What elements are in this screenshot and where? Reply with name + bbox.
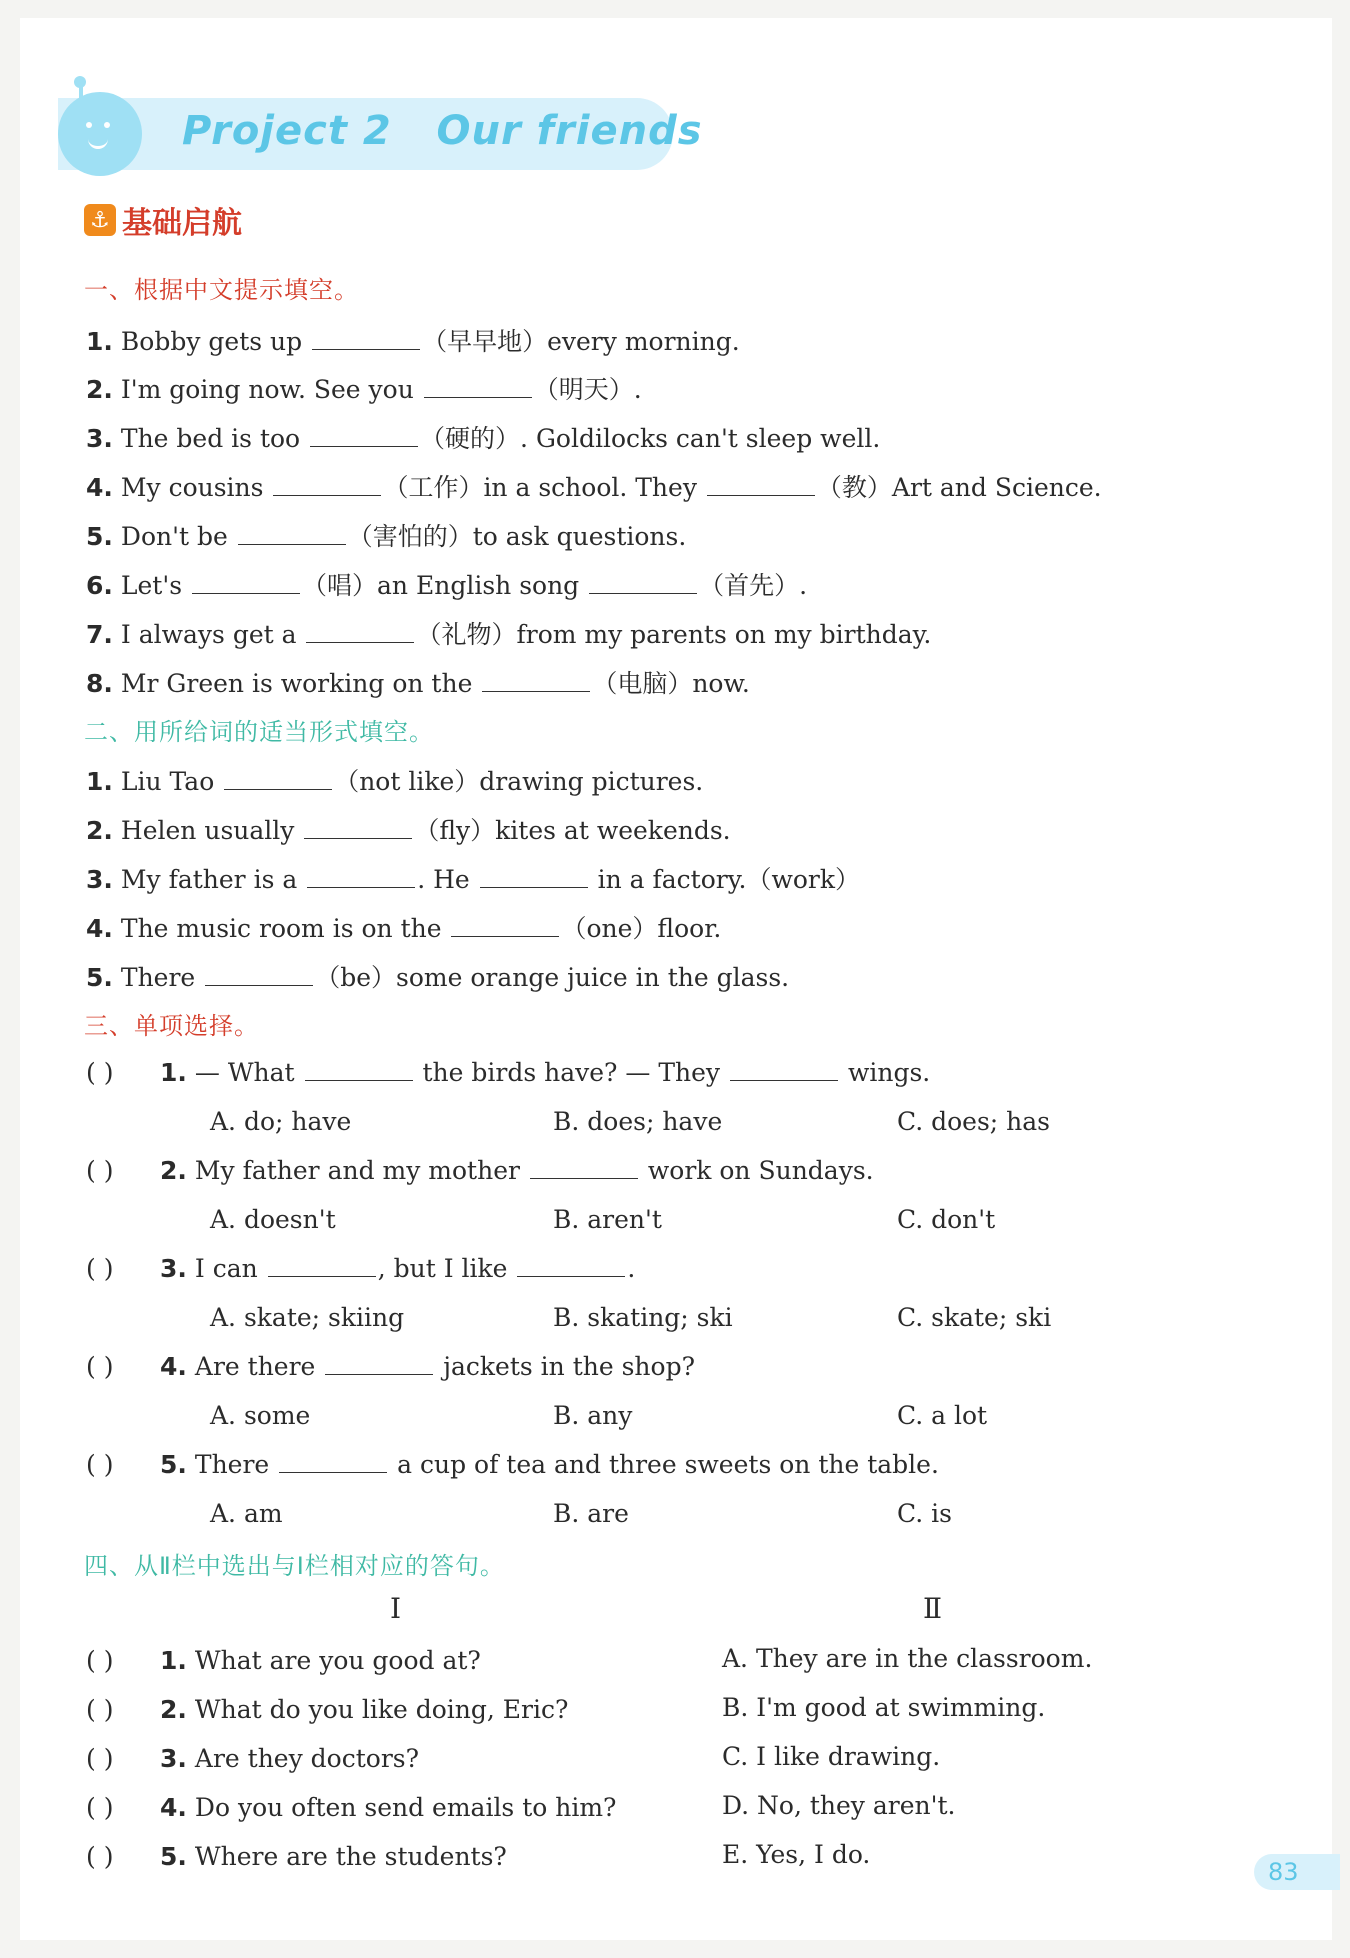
mascot-eye	[86, 122, 92, 128]
s1-item: 2. I'm going now. See you （明天）.	[86, 375, 642, 404]
option-a[interactable]: A. am	[210, 1499, 283, 1528]
section-2-heading: 二、用所给词的适当形式填空。	[84, 718, 434, 746]
option-b[interactable]: B. any	[553, 1401, 633, 1430]
answer-blank[interactable]	[451, 914, 559, 937]
answer-blank[interactable]	[325, 1352, 433, 1375]
answer-paren[interactable]: ( )	[86, 1695, 114, 1724]
s1-item: 8. Mr Green is working on the （电脑）now.	[86, 669, 750, 698]
section-4-heading: 四、从Ⅱ栏中选出与Ⅰ栏相对应的答句。	[84, 1552, 505, 1580]
answer-blank[interactable]	[273, 473, 381, 496]
answer-blank[interactable]	[306, 620, 414, 643]
option-c[interactable]: C. does; has	[897, 1107, 1051, 1136]
column-2-heading: Ⅱ	[923, 1592, 943, 1625]
option-a[interactable]: A. doesn't	[210, 1205, 336, 1234]
option-a[interactable]: A. some	[210, 1401, 311, 1430]
answer-paren[interactable]: ( )	[86, 1646, 114, 1675]
s4-answer: C. I like drawing.	[722, 1742, 941, 1771]
option-c[interactable]: C. is	[897, 1499, 952, 1528]
answer-blank[interactable]	[304, 816, 412, 839]
answer-blank[interactable]	[279, 1450, 387, 1473]
answer-paren[interactable]: ( )	[86, 1254, 114, 1283]
s3-question: 4. Are there jackets in the shop?	[160, 1352, 695, 1381]
answer-blank[interactable]	[238, 522, 346, 545]
option-b[interactable]: B. aren't	[553, 1205, 662, 1234]
answer-blank[interactable]	[480, 865, 588, 888]
mascot-eye	[104, 122, 110, 128]
option-b[interactable]: B. skating; ski	[553, 1303, 733, 1332]
s3-question: 1. — What the birds have? — They wings.	[160, 1058, 931, 1087]
s1-item: 1. Bobby gets up （早早地）every morning.	[86, 327, 740, 356]
s2-item: 5. There （be）some orange juice in the glass.	[86, 963, 790, 992]
s3-question: 2. My father and my mother work on Sundays.	[160, 1156, 874, 1185]
answer-blank[interactable]	[530, 1156, 638, 1179]
answer-blank[interactable]	[730, 1058, 838, 1081]
answer-paren[interactable]: ( )	[86, 1744, 114, 1773]
mascot-icon	[58, 92, 142, 176]
option-c[interactable]: C. don't	[897, 1205, 996, 1234]
section-1-heading: 一、根据中文提示填空。	[84, 276, 359, 304]
s1-item: 3. The bed is too （硬的）. Goldilocks can't sleep well.	[86, 424, 881, 453]
column-1-heading: Ⅰ	[390, 1592, 402, 1625]
answer-paren[interactable]: ( )	[86, 1793, 114, 1822]
answer-blank[interactable]	[589, 571, 697, 594]
answer-blank[interactable]	[205, 963, 313, 986]
answer-blank[interactable]	[482, 669, 590, 692]
s1-item: 6. Let's （唱）an English song （首先）.	[86, 571, 808, 600]
option-c[interactable]: C. skate; ski	[897, 1303, 1052, 1332]
answer-blank[interactable]	[424, 375, 532, 398]
page-title: Project 2 Our friends	[182, 108, 703, 154]
option-a[interactable]: A. do; have	[210, 1107, 352, 1136]
s4-question: 1. What are you good at?	[160, 1646, 481, 1675]
s3-question: 5. There a cup of tea and three sweets on the table.	[160, 1450, 939, 1479]
answer-blank[interactable]	[307, 865, 415, 888]
s2-item: 3. My father is a . He in a factory.（work）	[86, 865, 861, 894]
answer-blank[interactable]	[312, 327, 420, 350]
s4-answer: A. They are in the classroom.	[722, 1644, 1093, 1673]
s4-question: 2. What do you like doing, Eric?	[160, 1695, 569, 1724]
answer-blank[interactable]	[707, 473, 815, 496]
answer-paren[interactable]: ( )	[86, 1842, 114, 1871]
answer-paren[interactable]: ( )	[86, 1058, 114, 1087]
answer-blank[interactable]	[192, 571, 300, 594]
s4-question: 4. Do you often send emails to him?	[160, 1793, 617, 1822]
option-b[interactable]: B. are	[553, 1499, 629, 1528]
s1-item: 4. My cousins （工作）in a school. They （教）Art and Science.	[86, 473, 1102, 502]
option-b[interactable]: B. does; have	[553, 1107, 723, 1136]
s2-item: 2. Helen usually （fly）kites at weekends.	[86, 816, 731, 845]
main-section-label: 基础启航	[122, 206, 242, 241]
s2-item: 1. Liu Tao （not like）drawing pictures.	[86, 767, 704, 796]
s4-answer: E. Yes, I do.	[722, 1840, 871, 1869]
s4-question: 5. Where are the students?	[160, 1842, 507, 1871]
answer-paren[interactable]: ( )	[86, 1156, 114, 1185]
s2-item: 4. The music room is on the （one）floor.	[86, 914, 722, 943]
s4-answer: D. No, they aren't.	[722, 1791, 956, 1820]
anchor-icon: ⚓	[84, 204, 116, 236]
option-c[interactable]: C. a lot	[897, 1401, 988, 1430]
s3-question: 3. I can , but I like .	[160, 1254, 636, 1283]
answer-blank[interactable]	[224, 767, 332, 790]
answer-paren[interactable]: ( )	[86, 1352, 114, 1381]
mascot-antenna-tip	[74, 76, 86, 88]
page-number: 83	[1254, 1854, 1340, 1890]
s4-answer: B. I'm good at swimming.	[722, 1693, 1046, 1722]
s1-item: 7. I always get a （礼物）from my parents on my birthday.	[86, 620, 932, 649]
s4-question: 3. Are they doctors?	[160, 1744, 420, 1773]
answer-blank[interactable]	[310, 424, 418, 447]
main-section-heading	[84, 200, 242, 240]
answer-blank[interactable]	[517, 1254, 625, 1277]
answer-blank[interactable]	[305, 1058, 413, 1081]
section-3-heading: 三、单项选择。	[84, 1012, 259, 1040]
s1-item: 5. Don't be （害怕的）to ask questions.	[86, 522, 687, 551]
answer-paren[interactable]: ( )	[86, 1450, 114, 1479]
answer-blank[interactable]	[268, 1254, 376, 1277]
option-a[interactable]: A. skate; skiing	[210, 1303, 405, 1332]
